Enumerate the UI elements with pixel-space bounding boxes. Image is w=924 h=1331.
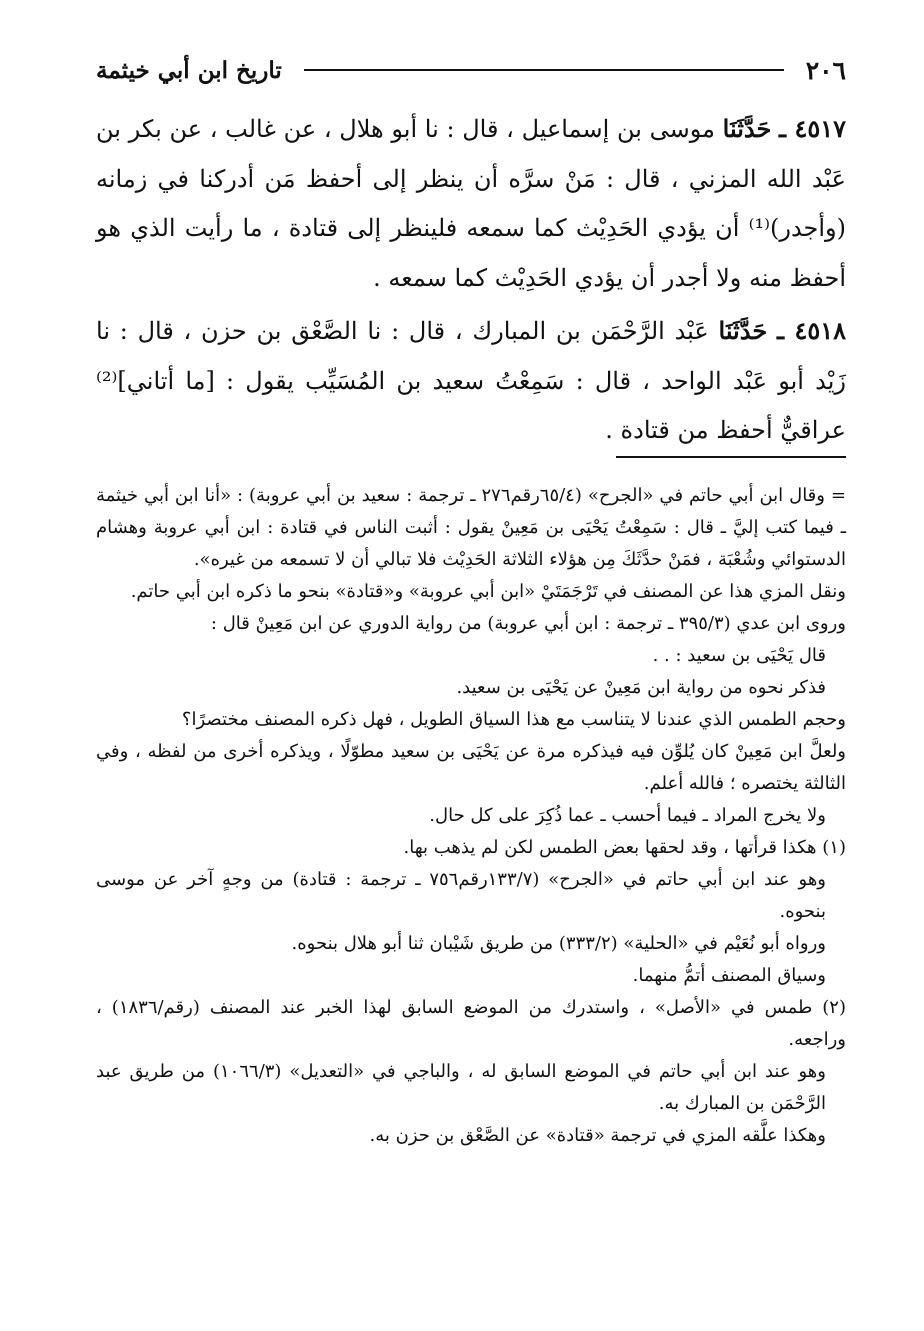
header-rule <box>304 69 784 71</box>
footnote-line: وروى ابن عدي (٣٩٥/٣ ـ ترجمة : ابن أبي عروبة) من رواية الدوري عن ابن مَعِينْ قال : <box>210 613 846 634</box>
running-title: تاريخ ابن أبي خيثمة <box>96 56 282 84</box>
footnote-1: (١) هكذا قرأتها ، وقد لحقها بعض الطمس لكن لم يذهب بها. <box>403 837 846 858</box>
paragraph-number: ٤٥١٨ ـ <box>776 316 847 345</box>
footnote-separator <box>616 456 846 458</box>
footnotes <box>96 480 846 1152</box>
footnote-line: وحجم الطمس الذي عندنا لا يتناسب مع هذا السياق الطويل ، فهل ذكره المصنف مختصرًا؟ <box>181 709 846 730</box>
footnote-2: (٢) طمس في «الأصل» ، واستدرك من الموضع السابق لهذا الخبر عند المصنف (رقم/١٨٣٦) ، وراجعه. <box>96 997 846 1050</box>
footnote-line: = وقال ابن أبي حاتم في «الجرح» (٦٥/٤رقم٢٧٦ ـ ترجمة : سعيد بن أبي عروبة) : «أنا ابن أبي خيثمة ـ فيما كتب إليَّ ـ قال : سَمِعْتُ يَحْيَى بن مَعِينْ يقول : أثبت الناس في قتادة : ابن أبي عروبة وهشام الدستوائي وشُعْبَة ، فمَنْ حدَّثَكَ مِن هؤلاء الثلاثة الحَدِيْث فلا تبالي أن لا تسمعه من غيره». <box>96 485 846 570</box>
main-text <box>96 104 846 456</box>
paragraph-4517 <box>96 104 846 303</box>
footnote-line: وهكذا علَّقه المزي في ترجمة «قتادة» عن الصَّعْق بن حزن به. <box>369 1125 826 1146</box>
footnote-line: قال يَحْيَى بن سعيد : . . <box>652 645 826 666</box>
paragraph-4518 <box>96 306 846 456</box>
paragraph-text: موسى بن إسماعيل ، قال : نا أبو هلال ، عن غالب ، عن بكر بن عَبْد الله المزني ، قال : مَنْ سرَّه أن ينظر إلى أحفظ مَن أدركنا في زمانه (وأجدر)⁽¹⁾ أن يؤدي الحَدِيْث كما سمعه فلينظر إلى قتادة ، ما رأيت الذي هو أحفظ منه ولا أجدر أن يؤدي الحَدِيْث كما سمعه . <box>96 115 846 292</box>
footnote-line: ولعلَّ ابن مَعِينْ كان يُلوِّن فيه فيذكره مرة عن يَحْيَى بن سعيد مطوّلًا ، ويذكره أخرى من لفظه ، وفي الثالثة يختصره ؛ فالله أعلم. <box>96 741 846 794</box>
footnote-line: ورواه أبو نُعَيْم في «الحلية» (٣٣٣/٢) من طريق شَيْبان ثنا أبو هلال بنحوه. <box>291 933 826 954</box>
footnote-line: ولا يخرج المراد ـ فيما أحسب ـ عما ذُكِرَ على كل حال. <box>429 805 826 826</box>
page-header <box>96 44 846 96</box>
footnote-line: وهو عند ابن أبي حاتم في الموضع السابق له ، والباجي في «التعديل» (١٠٦٦/٣) من طريق عبد الرَّحْمَن بن المبارك به. <box>96 1061 826 1114</box>
page-number: ٢٠٦ <box>805 55 846 85</box>
narration-lead: حَدَّثَنَا <box>722 114 772 143</box>
narration-lead: حَدَّثَنَا <box>718 316 768 345</box>
footnote-line: وهو عند ابن أبي حاتم في «الجرح» (١٣٣/٧رقم٧٥٦ ـ ترجمة : قتادة) من وجهٍ آخر عن موسى بنحوه. <box>96 869 826 922</box>
paragraph-number: ٤٥١٧ ـ <box>779 114 846 143</box>
footnote-line: وسياق المصنف أتمُّ منهما. <box>632 965 826 986</box>
footnote-line: ونقل المزي هذا عن المصنف في تَرْجَمَتَيْ «ابن أبي عروبة» و«قتادة» بنحو ما ذكره ابن أبي حاتم. <box>130 581 846 602</box>
paragraph-text: عَبْد الرَّحْمَن بن المبارك ، قال : نا الصَّعْق بن حزن ، قال : نا زَيْد أبو عَبْد الواحد ، قال : سَمِعْتُ سعيد بن المُسَيِّب يقول : [ما أتاني]⁽²⁾ عراقيٌّ أحفظ من قتادة . <box>96 317 846 444</box>
footnote-line: فذكر نحوه من رواية ابن مَعِينْ عن يَحْيَى بن سعيد. <box>456 677 826 698</box>
